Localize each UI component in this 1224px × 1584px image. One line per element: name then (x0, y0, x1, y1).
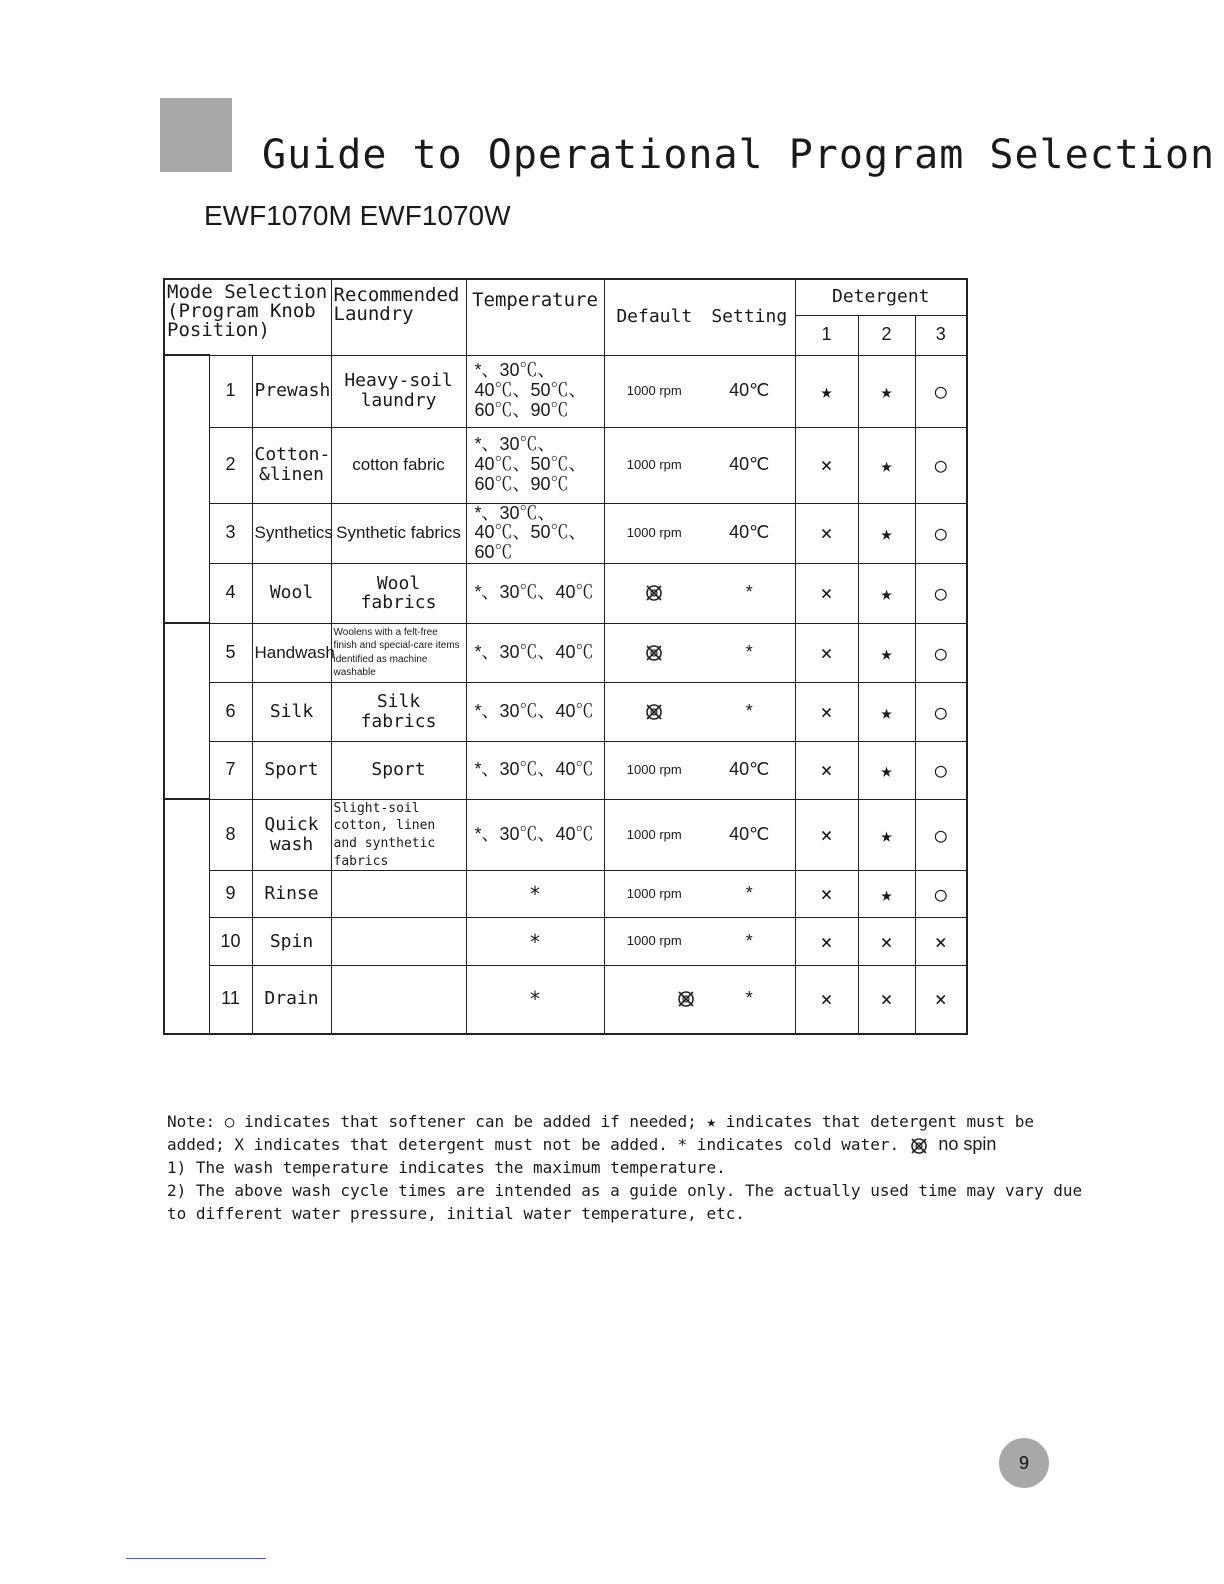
header-row (164, 279, 967, 315)
group-cell (164, 871, 209, 918)
default-setting: * (704, 871, 795, 918)
detergent-1-symbol: × (795, 623, 858, 682)
header-setting: Setting (704, 279, 795, 355)
temperature-options: *、30℃、40℃ (466, 623, 604, 682)
program-name: Sport (252, 741, 331, 799)
table-row (164, 355, 967, 427)
row-number: 1 (209, 355, 252, 427)
default-speed: 1000 rpm (604, 799, 704, 870)
program-name: Quick wash (252, 799, 331, 870)
row-number: 9 (209, 871, 252, 918)
temperature-options: *、30℃、40℃、50℃、60℃、90℃ (466, 355, 604, 427)
group-cell (164, 918, 209, 966)
detergent-2-symbol: × (858, 966, 915, 1034)
recommended-laundry: Sport (331, 741, 466, 799)
model-numbers: EWF1070M EWF1070W (204, 200, 511, 231)
temperature-options: *、30℃、40℃ (466, 741, 604, 799)
recommended-laundry: Slight-soil cotton, linen and synthetic fabrics (331, 799, 466, 870)
detergent-3-symbol: ○ (915, 741, 967, 799)
header-default: Default (604, 279, 704, 355)
footer-link-underline (126, 1558, 266, 1559)
group-cell (164, 427, 209, 503)
default-speed: 1000 rpm (604, 355, 704, 427)
detergent-3-symbol: ○ (915, 503, 967, 563)
header-temperature: Temperature (466, 279, 604, 355)
program-name: Rinse (252, 871, 331, 918)
table-row (164, 503, 967, 563)
no-spin-icon (604, 563, 704, 623)
temperature-options: * (466, 871, 604, 918)
default-setting: 40℃ (704, 355, 795, 427)
detergent-3-symbol: ○ (915, 355, 967, 427)
detergent-1-symbol: × (795, 741, 858, 799)
default-setting: 40℃ (704, 503, 795, 563)
detergent-3-symbol: ○ (915, 623, 967, 682)
group-cell (164, 799, 209, 870)
program-name: Prewash (252, 355, 331, 427)
default-setting: * (704, 682, 795, 741)
detergent-1-symbol: × (795, 918, 858, 966)
default-setting: 40℃ (704, 427, 795, 503)
default-setting: * (704, 918, 795, 966)
recommended-laundry: Wool fabrics (331, 563, 466, 623)
detergent-2-symbol: ★ (858, 427, 915, 503)
program-name: Cotton-&linen (252, 427, 331, 503)
detergent-1-symbol: × (795, 799, 858, 870)
temperature-options: *、30℃、40℃ (466, 682, 604, 741)
no-spin-icon (909, 1136, 929, 1156)
row-number: 4 (209, 563, 252, 623)
table-row (164, 623, 967, 682)
group-cell (164, 623, 209, 682)
default-speed: 1000 rpm (604, 427, 704, 503)
group-cell (164, 966, 209, 1034)
detergent-2-symbol: × (858, 918, 915, 966)
header-detergent-3: 3 (915, 315, 967, 355)
default-setting: * (704, 563, 795, 623)
default-speed: 1000 rpm (604, 918, 704, 966)
note-line-5: to different water pressure, initial water temperature, etc. (167, 1204, 745, 1223)
row-number: 2 (209, 427, 252, 503)
note-line-1: Note: ○ indicates that softener can be added if needed; ★ indicates that detergent must be (167, 1112, 1034, 1131)
table-row (164, 918, 967, 966)
table-row (164, 563, 967, 623)
detergent-1-symbol: × (795, 682, 858, 741)
row-number: 7 (209, 741, 252, 799)
table-row (164, 966, 967, 1034)
detergent-2-symbol: ★ (858, 563, 915, 623)
group-cell (164, 563, 209, 623)
row-number: 3 (209, 503, 252, 563)
recommended-laundry: Heavy-soil laundry (331, 355, 466, 427)
temperature-options: *、30℃、40℃、50℃、60℃、90℃ (466, 427, 604, 503)
group-cell (164, 355, 209, 427)
no-spin-icon (604, 682, 704, 741)
note-line-3: 1) The wash temperature indicates the maximum temperature. (167, 1158, 726, 1177)
detergent-3-symbol: ○ (915, 427, 967, 503)
table-row (164, 427, 967, 503)
temperature-options: *、30℃、40℃ (466, 563, 604, 623)
recommended-laundry: Silk fabrics (331, 682, 466, 741)
detergent-1-symbol: × (795, 966, 858, 1034)
temperature-options: * (466, 966, 604, 1034)
row-number: 6 (209, 682, 252, 741)
detergent-2-symbol: ★ (858, 682, 915, 741)
detergent-3-symbol: ○ (915, 563, 967, 623)
detergent-1-symbol: × (795, 871, 858, 918)
table-row (164, 871, 967, 918)
recommended-laundry: Synthetic fabrics (331, 503, 466, 563)
page-number: 9 (999, 1438, 1049, 1488)
detergent-3-symbol: ○ (915, 799, 967, 870)
default-speed: 1000 rpm (604, 503, 704, 563)
recommended-laundry (331, 871, 466, 918)
default-speed: 1000 rpm (604, 741, 704, 799)
group-cell (164, 503, 209, 563)
page-title: Guide to Operational Program Selection (262, 132, 1216, 178)
no-spin-icon (604, 623, 704, 682)
recommended-laundry (331, 918, 466, 966)
detergent-1-symbol: × (795, 563, 858, 623)
program-name: Handwash (252, 623, 331, 682)
default-setting: 40℃ (704, 799, 795, 870)
recommended-laundry: Woolens with a felt-free finish and special-care items identified as machine washable (331, 623, 466, 682)
header-mode-selection: Mode Selection (Program Knob Position) (164, 279, 331, 355)
temperature-options: *、30℃、40℃、50℃、60℃ (466, 503, 604, 563)
row-number: 5 (209, 623, 252, 682)
detergent-1-symbol: ★ (795, 355, 858, 427)
header-detergent: Detergent (795, 279, 967, 315)
detergent-3-symbol: × (915, 966, 967, 1034)
temperature-options: * (466, 918, 604, 966)
program-name: Drain (252, 966, 331, 1034)
note-line-4: 2) The above wash cycle times are intended as a guide only. The actually used time may vary due (167, 1181, 1083, 1200)
row-number: 8 (209, 799, 252, 870)
table-row (164, 741, 967, 799)
detergent-2-symbol: ★ (858, 623, 915, 682)
detergent-2-symbol: ★ (858, 355, 915, 427)
recommended-laundry: cotton fabric (331, 427, 466, 503)
program-name: Spin (252, 918, 331, 966)
title-marker-block (160, 98, 232, 172)
default-setting: * (704, 966, 795, 1034)
table-row (164, 799, 967, 870)
header-detergent-2: 2 (858, 315, 915, 355)
header-recommended-laundry: Recommended Laundry (331, 279, 466, 355)
no-spin-label: no spin (938, 1134, 997, 1154)
detergent-2-symbol: ★ (858, 503, 915, 563)
header-detergent-1: 1 (795, 315, 858, 355)
no-spin-icon (604, 966, 704, 1034)
note-line-2: added; X indicates that detergent must not be added. * indicates cold water. no spin (167, 1134, 997, 1154)
program-name: Synthetics (252, 503, 331, 563)
row-number: 11 (209, 966, 252, 1034)
row-number: 10 (209, 918, 252, 966)
default-setting: 40℃ (704, 741, 795, 799)
default-speed: 1000 rpm (604, 871, 704, 918)
group-cell (164, 682, 209, 741)
notes-section (167, 1110, 1083, 1225)
detergent-1-symbol: × (795, 427, 858, 503)
detergent-3-symbol: × (915, 918, 967, 966)
detergent-2-symbol: ★ (858, 871, 915, 918)
detergent-2-symbol: ★ (858, 799, 915, 870)
recommended-laundry (331, 966, 466, 1034)
table-row (164, 682, 967, 741)
program-name: Silk (252, 682, 331, 741)
detergent-3-symbol: ○ (915, 682, 967, 741)
default-setting: * (704, 623, 795, 682)
group-cell (164, 741, 209, 799)
temperature-options: *、30℃、40℃ (466, 799, 604, 870)
program-name: Wool (252, 563, 331, 623)
detergent-2-symbol: ★ (858, 741, 915, 799)
detergent-1-symbol: × (795, 503, 858, 563)
program-guide-table (163, 278, 968, 1035)
detergent-3-symbol: ○ (915, 871, 967, 918)
